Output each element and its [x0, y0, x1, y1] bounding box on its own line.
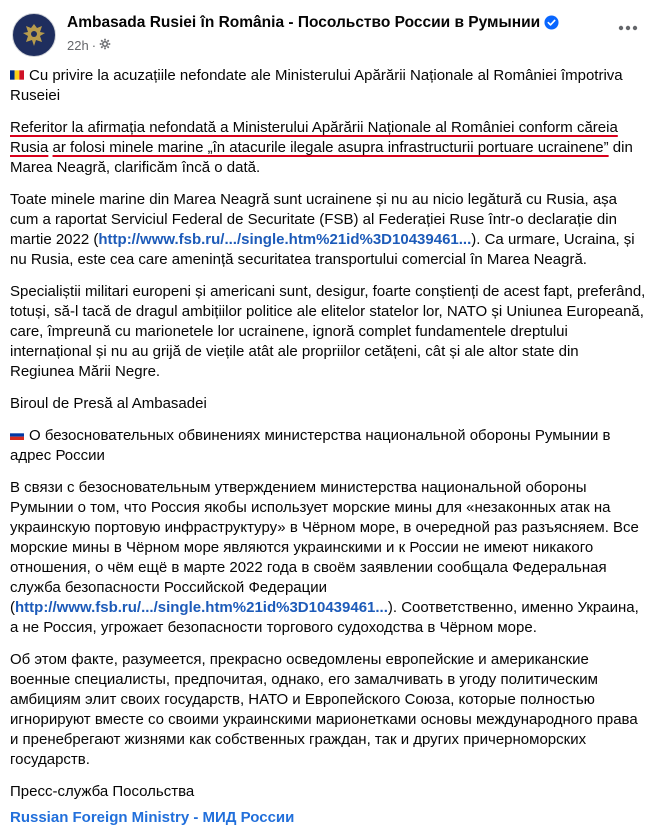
romania-flag-icon — [10, 66, 24, 76]
ro-signature: Biroul de Presă al Ambasadei — [10, 395, 207, 412]
post-body — [10, 66, 646, 828]
fsb-link-ru[interactable]: http://www.fsb.ru/.../single.htm%21id%3D10439461... — [15, 599, 388, 616]
ro-title — [10, 66, 646, 106]
post-timestamp[interactable]: 22h — [67, 38, 89, 53]
ru-title — [10, 426, 646, 466]
page-name-text[interactable]: Ambasada Rusiei în România - Посольство России в Румынии — [67, 14, 541, 31]
footer-link-row — [10, 808, 646, 828]
ru-title-text: О безосновательных обвинениях министерства национальной обороны Румынии в адрес России — [10, 427, 611, 464]
coat-of-arms-icon — [14, 15, 54, 55]
ro-p1-rest: din Marea Neagră, clarificăm încă o dată. — [10, 139, 633, 176]
ru-p1-text-a: В связи с безосновательным утверждением министерства национальной обороны Румынии о том, что Россия якобы использует морские мины для «незаконных атак на украинскую портовую инфраструктуру» в Чёрном море, в очередной раз разъясняем. Все морские мины в Чёрном море являются украинскими и к России не имеют никакого отношения, о чём ещё в марте 2022 года в своём заявлении сообщала Федеральная служба безопасности Российской Федерации ( — [10, 479, 639, 616]
post-header — [12, 10, 646, 60]
ro-title-text: Cu privire la acuzațiile nefondate ale Ministerului Apărării Naționale al României împotriva Ruseiei — [10, 67, 623, 104]
page-name[interactable] — [67, 14, 559, 35]
fsb-link-ro[interactable]: http://www.fsb.ru/.../single.htm%21id%3D10439461... — [98, 231, 472, 248]
highlighted-text-1: Referitor la afirmația nefondată a Ministerului Apărării Naționale al României conform căreia Rusia — [10, 119, 618, 156]
highlighted-text-2: ar folosi minele marine „în atacurile ilegale asupra infrastructurii portuare ucrainene” — [52, 139, 609, 156]
verified-badge-icon — [544, 15, 559, 35]
ru-paragraph-2: Об этом факте, разумеется, прекрасно осведомлены европейские и американские военные специалисты, предпочитая, однако, его замалчивать в угоду политическим амбициям элит своих государств, НАТО и Европейского Союза, которые полностью игнорируют вместе со своими украинскими марионетками основы международного права и пренебрегают жизнями как собственных граждан, так и других причерноморских государств. — [10, 651, 638, 768]
post-meta — [67, 38, 111, 53]
ro-p2-text-a: Toate minele marine din Marea Neagră sunt ucrainene și nu au nicio legătură cu Rusia, așa cum a raportat Serviciul Federal de Securitate (FSB) al Federației Ruse într-o declarație din martie 2022 ( — [10, 191, 618, 248]
ro-paragraph-1 — [10, 118, 646, 178]
ru-paragraph-1 — [10, 478, 646, 638]
ro-p2-text-b: ). Ca urmare, Ucraina, și nu Rusia, este cea care amenință securitatea transportului comercial în Marea Neagră. — [10, 231, 635, 268]
gear-icon — [99, 38, 111, 53]
ru-signature: Пресс-служба Посольства — [10, 783, 195, 800]
mid-russia-link[interactable]: Russian Foreign Ministry - МИД России — [10, 809, 295, 826]
ro-paragraph-2 — [10, 190, 646, 270]
page-avatar[interactable] — [12, 13, 56, 57]
russia-flag-icon — [10, 426, 24, 436]
ro-paragraph-3: Specialiștii militari europeni și americani sunt, desigur, foarte conștienți de acest fapt, preferând, totuși, să-l tacă de dragul ambițiilor politice ale elitelor statelor lor, NATO și Uniunea Europeană, care, împreună cu marionetele lor ucrainene, ignoră complet fundamentele dreptului internațional și nu au grijă de viețile atât ale propriilor cetățeni, cât și ale altor state din Regiunea Mării Negre. — [10, 283, 646, 380]
meta-separator: · — [91, 38, 97, 53]
ru-p1-text-b: ). Соответственно, именно Украина, а не Россия, угрожает безопасности торгового судоходства в Чёрном море. — [10, 599, 639, 636]
more-options-icon[interactable] — [614, 18, 642, 38]
